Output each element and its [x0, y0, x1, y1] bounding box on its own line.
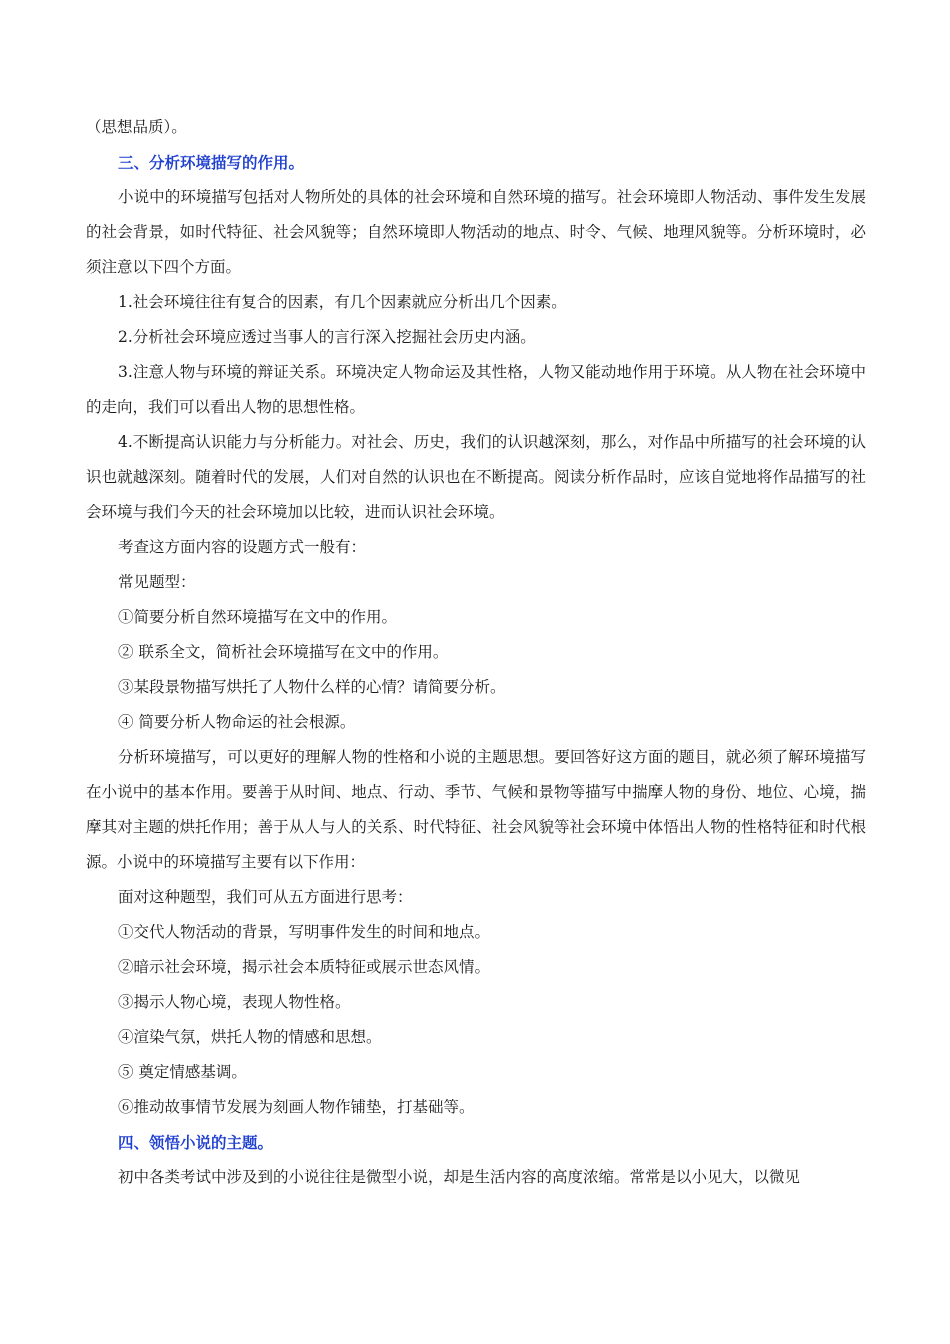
paragraph-analysis: 分析环境描写，可以更好的理解人物的性格和小说的主题思想。要回答好这方面的题目，就必须了解环境描写在小说中的基本作用。要善于从时间、地点、行动、季节、气候和景物等描写中揣摩人物的身份、地位、心境，揣摩其对主题的烘托作用；善于从人与人的关系、时代特征、社会风貌等社会环境中体悟出人物的性格特征和时代根源。小说中的环境描写主要有以下作用：	[86, 748, 866, 871]
document-body	[86, 110, 866, 1195]
question-item-4: ④ 简要分析人物命运的社会根源。	[118, 713, 356, 731]
paragraph-question-types: 常见题型：	[118, 573, 196, 591]
answer-item-3: ③揭示人物心境，表现人物性格。	[118, 993, 351, 1011]
paragraph-theme: 初中各类考试中涉及到的小说往往是微型小说，却是生活内容的高度浓缩。常常是以小见大，以微见	[118, 1168, 801, 1186]
paragraph-fragment: （思想品质）。	[86, 118, 187, 136]
answer-item-1: ①交代人物活动的背景，写明事件发生的时间和地点。	[118, 923, 491, 941]
paragraph-approach: 面对这种题型，我们可从五方面进行思考：	[118, 888, 413, 906]
answer-item-2: ②暗示社会环境，揭示社会本质特征或展示世态风情。	[118, 958, 491, 976]
list-item-1: 1.社会环境往往有复合的因素，有几个因素就应分析出几个因素。	[118, 293, 567, 311]
question-item-1: ①简要分析自然环境描写在文中的作用。	[118, 608, 398, 626]
answer-item-4: ④渲染气氛，烘托人物的情感和思想。	[118, 1028, 382, 1046]
answer-item-6: ⑥推动故事情节发展为刻画人物作铺垫，打基础等。	[118, 1098, 475, 1116]
list-item-3: 3.注意人物与环境的辩证关系。环境决定人物命运及其性格，人物又能动地作用于环境。从人物在社会环境中的走向，我们可以看出人物的思想性格。	[86, 363, 866, 416]
list-item-4: 4.不断提高认识能力与分析能力。对社会、历史，我们的认识越深刻，那么，对作品中所描写的社会环境的认识也就越深刻。随着时代的发展，人们对自然的认识也在不断提高。阅读分析作品时，应该自觉地将作品描写的社会环境与我们今天的社会环境加以比较，进而认识社会环境。	[86, 433, 866, 521]
question-item-2: ② 联系全文，简析社会环境描写在文中的作用。	[118, 643, 449, 661]
answer-item-5: ⑤ 奠定情感基调。	[118, 1063, 247, 1081]
paragraph-intro: 小说中的环境描写包括对人物所处的具体的社会环境和自然环境的描写。社会环境即人物活动、事件发生发展的社会背景，如时代特征、社会风貌等；自然环境即人物活动的地点、时令、气候、地理风貌等。分析环境时，必须注意以下四个方面。	[86, 188, 866, 276]
section-heading-4: 四、领悟小说的主题。	[118, 1133, 274, 1152]
paragraph-question-intro: 考查这方面内容的设题方式一般有：	[118, 538, 367, 556]
question-item-3: ③某段景物描写烘托了人物什么样的心情？请简要分析。	[118, 678, 506, 696]
section-heading-3: 三、分析环境描写的作用。	[118, 153, 305, 172]
list-item-2: 2.分析社会环境应透过当事人的言行深入挖掘社会历史内涵。	[118, 328, 536, 346]
